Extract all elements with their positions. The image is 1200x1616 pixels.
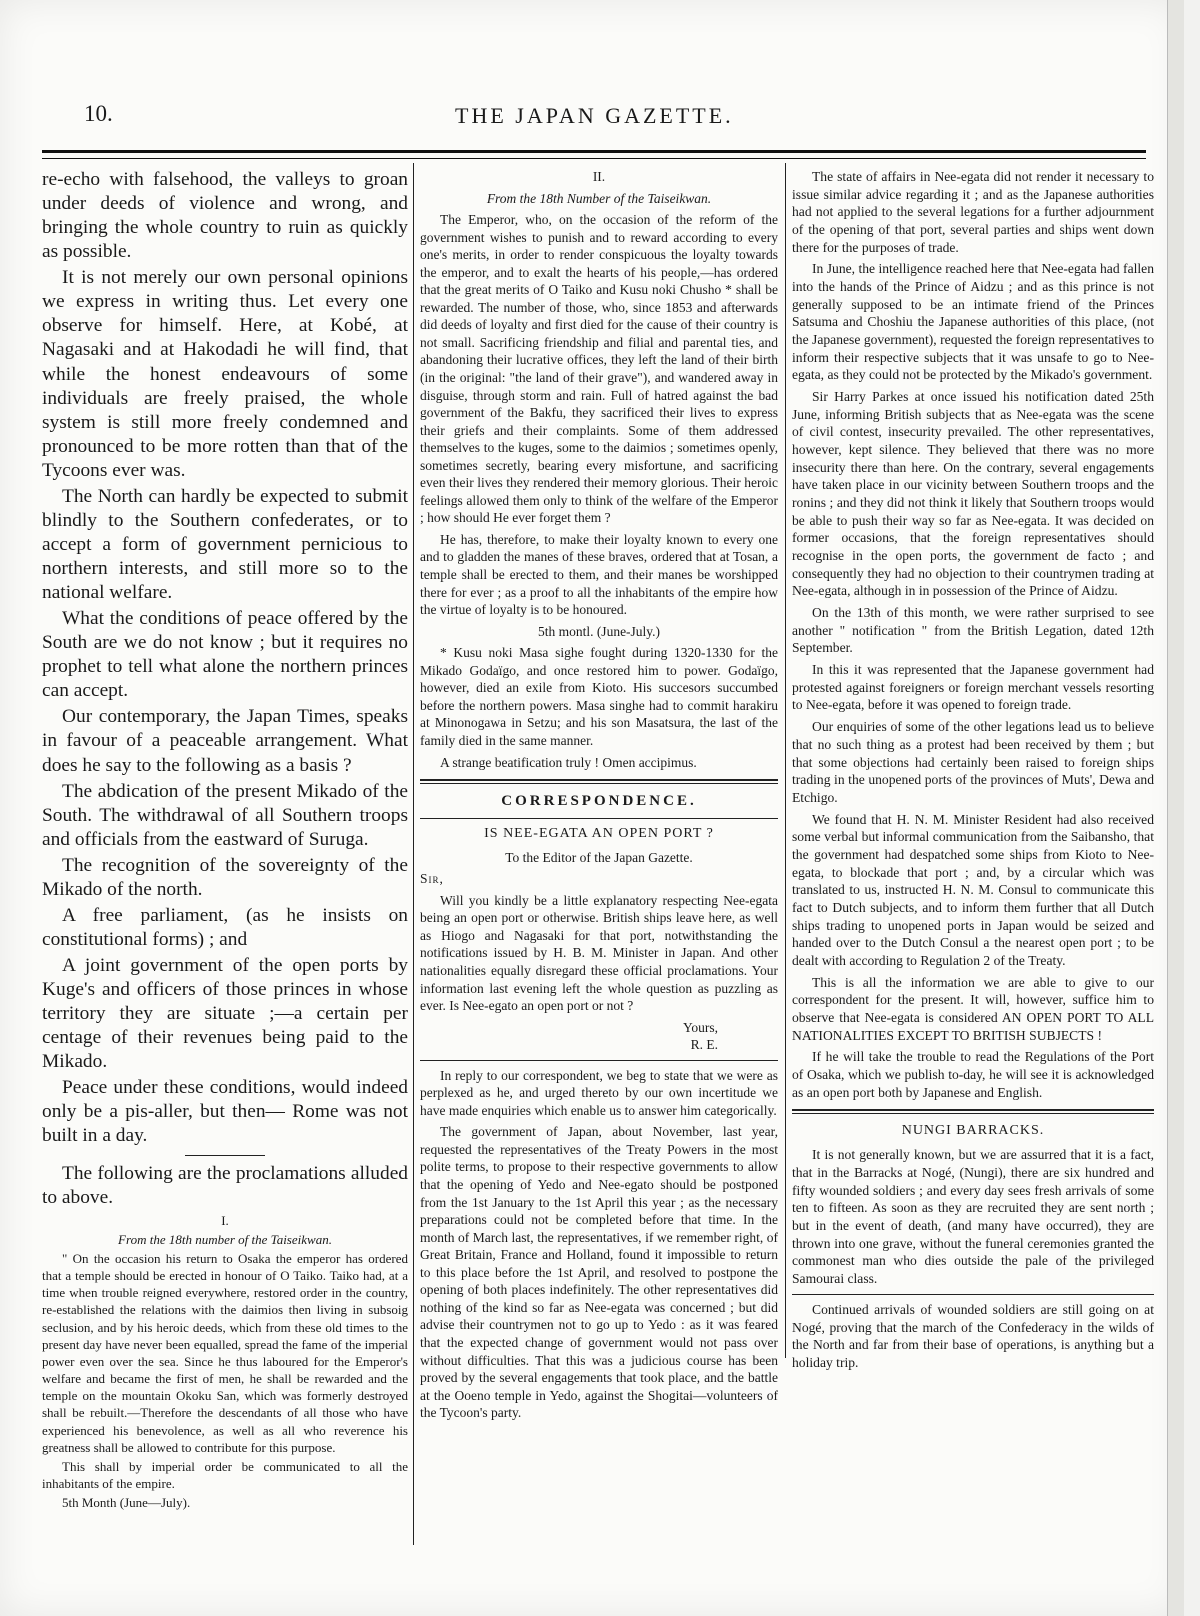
- paragraph: If he will take the trouble to read the Regulations of the Port of Osaka, which we publish to-day, he will see it is acknowledged as an open port both by Japanese and English.: [792, 1049, 1154, 1100]
- paragraph: We found that H. N. M. Minister Resident had also received some verbal but informal communication from the Saibansho, that the government had despatched some ships from Kioto to Nee-egata, to blockade that port ; and, by a circular which was translated to us, instructed H. N. M. Consul to communicate this fact to Dutch subjects, and to inform them further that all Dutch ships trading to unopened ports in Japan would be seized and handed over to the Dutch Consul a the nearest open port ; to be dealt with according to Regulation 2 of the Treaty.: [792, 811, 1154, 968]
- paragraph: The North can hardly be expected to submit blindly to the Southern confederates, or to accept a form of government pernicious to northern interests, and still more so to the national welfare.: [42, 485, 408, 604]
- paragraph: In June, the intelligence reached here that Nee-egata had fallen into the hands of the Prince of Aidzu ; and as this prince is not generally supposed to be an intimate friend of the Princes Satsuma and Choshiu the Japanese authorities of this place, (not the Japanese government), requested the foreign representatives to inform their respective subjects that it was unsafe to go to Nee-egata, as they could not be protected by the Mikado's government.: [792, 261, 1154, 383]
- paragraph: Peace under these conditions, would indeed only be a pis-aller, but then— Rome was not built in a day.: [42, 1077, 408, 1147]
- source-line: From the 18th Number of the Taiseikwan.: [486, 190, 712, 206]
- paragraph: He has, therefore, to make their loyalty known to every one and to gladden the manes of these braves, ordered that at Tosan, a temple shall be erected to them, and their manes be worshipped there for ever ; as a proof to all the inhabitants of the empire how the virtue of loyalty is to be honoured.: [420, 531, 778, 618]
- column-divider-1: [413, 163, 414, 1545]
- paragraph: This is all the information we are able to give to our correspondent for the present. It will, however, suffice him to observe that Nee-egata is considered AN OPEN PORT TO ALL NATIONALITIES EXCEPT TO BRITISH SUBJECTS !: [792, 974, 1154, 1043]
- paragraph: It is not merely our own personal opinions we express in writing thus. Let every one observe for himself. Here, at Kobé, at Nagasaki and at Hakodadi he will find, that while the honest endeavours of some individuals are freely praised, the whole system is still more freely condemned and pronounced to be more rotten than that of the Tycoons ever was.: [42, 267, 408, 481]
- paragraph: What the conditions of peace offered by the South are we do not know ; but it requires no prophet to tell what alone the northern princes can accept.: [42, 608, 408, 702]
- paragraph: The abdication of the present Mikado of the South. The withdrawal of all Southern troops and officials from the eastward of Suruga.: [42, 780, 408, 850]
- page-edge: [1167, 0, 1184, 1616]
- source-line: From the 18th number of the Taiseikwan.: [118, 1231, 332, 1247]
- column-divider-2: [785, 163, 786, 1358]
- salutation: Sir,: [420, 871, 444, 887]
- letter-body: Will you kindly be a little explanatory respecting Nee-egata being an open port or otherwise. British ships leave here, as well as Hiogo and Nagasaki for that port, notwithstanding the notifications issued by H. B. M. Minister in Japan. And other nationalities equally disregard these official proclamations. Your information last evening left the whole question as puzzling as ever. Is Nee-egato an open port or not ?: [420, 892, 778, 1014]
- paragraph: Our enquiries of some of the other legations lead us to believe that no such thing as a protest had been received by them ; but that some objections had certainly been raised to foreign ships trading in the unopened ports of the provinces of Muts', Dewa and Etchigo.: [792, 719, 1154, 805]
- paragraph: In reply to our correspondent, we beg to state that we were as perplexed as he, and urged thereto by our own incertitude we have made enquiries which enable us to answer him categorically.: [420, 1067, 778, 1118]
- signature: Yours,: [682, 1019, 718, 1035]
- paragraph: It is not generally known, but we are assurred that it is a fact, that in the Barracks at Nogé, (Nungi), there are six hundred and fifty wounded soldiers ; and every day sees fresh arrivals of some ten to fifteen. As soon as they are recruited they are sent north ; but in the event of death, (and many have occurred), they are thrown into one grave, without the funeral ceremonies granted the commonest man who dies outside the pale of the privileged Samourai class.: [792, 1147, 1154, 1287]
- letter-recipient: To the Editor of the Japan Gazette.: [505, 849, 693, 865]
- correspondence-heading: CORRESPONDENCE.: [501, 793, 697, 810]
- header-rule: [42, 150, 1146, 159]
- paragraph: A free parliament, (as he insists on constitutional forms) ; and: [42, 904, 408, 950]
- paragraph: The Emperor, who, on the occasion of the reform of the government wishes to punish and to reward according to every one's merits, in order to render conspicuous the loyalty towards the emperor, and to exalt the hearts of his people,—has ordered that the great merits of O Taiko and Kusu noki Chusho * shall be rewarded. The number of those, who, since 1853 and afterwards did deeds of loyalty and first died for the cause of their country is not small. Sacrificing friendship and filial and parental ties, and abandoning their lucrative offices, they left the land of their birth (in the original: "the land of their grave"), and wandered away in disguise, through storm and rain. Full of hatred against the bad government of the Bakfu, they sacrificed their lives to express their griefs and their complaints. Some of them addressed themselves to the kuges, some to the daimios ; sometimes openly, sometimes secretly, bearing every misfortune, and sacrificing even their lives they rendered their memory glorious. Their heroic feelings allowed them only to think of the welfare of the Emperor ; how should He ever forget them ?: [420, 212, 778, 526]
- footnote: * Kusu noki Masa sighe fought during 1320-1330 for the Mikado Godaïgo, and once restored him to power. Godaïgo, however, died an exile from Kioto. His succesors succumbed before the northern powers. Masa singhe had to commit harakiru at Minonogawa in Setzu; and his son Masatsura, the last of the family died in the same manner.: [420, 645, 778, 748]
- paragraph: Our contemporary, the Japan Times, speaks in favour of a peaceable arrangement. What does he say to the following as a basis ?: [42, 706, 408, 776]
- date-line: 5th Month (June—July).: [62, 1495, 191, 1511]
- proclamation-text: " On the occasion his return to Osaka the emperor has ordered that a temple should be erected in honour of O Taiko. Taiko had, at a time when trouble reigned everywhere, restored order in the country, re-established the relations with the daimios then living in subsoig seclusion, and by his heroic deeds, which from these old times to the present day have never been equalled, spread the fame of the imperial power even over the sea. Since he thus laboured for the Emperor's welfare and became the first of men, he shall be rewarded and the temple on the mountain Okoku San, which was formerly destroyed shall be rebuilt.—Therefore the descendants of all those who have experienced his benevolence, as well as all who reverence his greatness shall be allowed to contribute for this purpose.: [42, 1250, 408, 1455]
- paragraph: A strange beatification truly ! Omen accipimus.: [440, 754, 697, 770]
- paragraph: The government of Japan, about November, last year, requested the representatives of the Treaty Powers in the most polite terms, to propose to their respective governments to allow that the opening of Yedo and Nee-egato should be postponed from the 1st January to the 1st April this year ; as the necessary preparations could not be completed before that time. In the month of March last, the representatives, if we remember right, of Great Britain, France and Holland, found it impossible to return to this place before the 1st April, and resolved to postpone the opening of both places indefinitely. The other representatives did nothing of the kind so far as Nee-egata was concerned ; but did advise their countrymen not to go up to Yedo : as it was feared that the expected change of government would not pass over without difficulties. That this was a judicious course has been proved by the several engagements that took place, and the battle at the Ooeno temple in Yedo, against the Shogitai—volunteers of the Tycoon's party.: [420, 1124, 778, 1421]
- signature: R. E.: [690, 1037, 718, 1053]
- divider: [420, 1060, 778, 1061]
- paragraph: re-echo with falsehood, the valleys to groan under deeds of violence and wrong, and bringing the whole country to ruin as quickly as possible.: [42, 169, 408, 263]
- column-2: [420, 168, 778, 1426]
- paragraph: Sir Harry Parkes at once issued his notification dated 25th June, informing British subjects that as Nee-egata was the scene of civil contest, insecurity prevailed. The other representatives, however, kept silence. They believed that there was no more insecurity there than here. On the contrary, several engagements have taken place in our vicinity between Southern troops and the ronins ; and they did not think it likely that Southern troops would be able to push their way so far as Nee-egata. It was decided on former occasions, that the foreign representatives should recognise in the open ports, the government de facto ; and consequently they had no objection to their countrymen trading at Nee-egata, although in in possession of the Prince of Aidzu.: [792, 389, 1154, 599]
- date-line: 5th montl. (June-July.): [537, 623, 661, 639]
- column-1: [42, 168, 408, 1513]
- divider: [792, 1294, 1154, 1295]
- divider: [420, 818, 778, 819]
- paragraph: The following are the proclamations alluded to above.: [42, 1162, 408, 1208]
- divider: [185, 1155, 265, 1156]
- paragraph: The recognition of the sovereignty of the Mikado of the north.: [42, 854, 408, 900]
- page-number: 10.: [84, 101, 113, 126]
- column-3: [792, 168, 1154, 1376]
- section-rule: [420, 779, 778, 784]
- paragraph: The state of affairs in Nee-egata did not render it necessary to issue similar advice regarding it ; and as the Japanese authorities had not applied to the several legations for a further adjournment of the opening of that port, several parties and ships went down there for the purposes of trade.: [792, 169, 1154, 255]
- section-number: II.: [592, 169, 606, 184]
- masthead-title: THE JAPAN GAZETTE.: [455, 103, 734, 128]
- proclamation-text: This shall by imperial order be communicated to all the inhabitants of the empire.: [42, 1458, 408, 1491]
- article-heading: NUNGI BARRACKS.: [901, 1123, 1045, 1139]
- paragraph: A joint government of the open ports by Kuge's and officers of those princes in whose territory they are situate ;—a certain per centage of their revenues being paid to the Mikado.: [42, 955, 408, 1073]
- paragraph: In this it was represented that the Japanese government had protested against foreigners or foreign merchant vessels resorting to Nee-egata, before it was opened to foreign trade.: [792, 662, 1154, 713]
- letter-title: IS NEE-EGATA AN OPEN PORT ?: [484, 825, 714, 841]
- paragraph: Continued arrivals of wounded soldiers are still going on at Nogé, proving that the march of the Confederacy in the wilds of the North and far from their base of operations, is anything but a holiday trip.: [792, 1301, 1154, 1370]
- paragraph: On the 13th of this month, we were rather surprised to see another " notification " from the British Legation, dated 12th September.: [792, 605, 1154, 656]
- section-rule: [792, 1109, 1154, 1114]
- section-number: I.: [221, 1212, 229, 1228]
